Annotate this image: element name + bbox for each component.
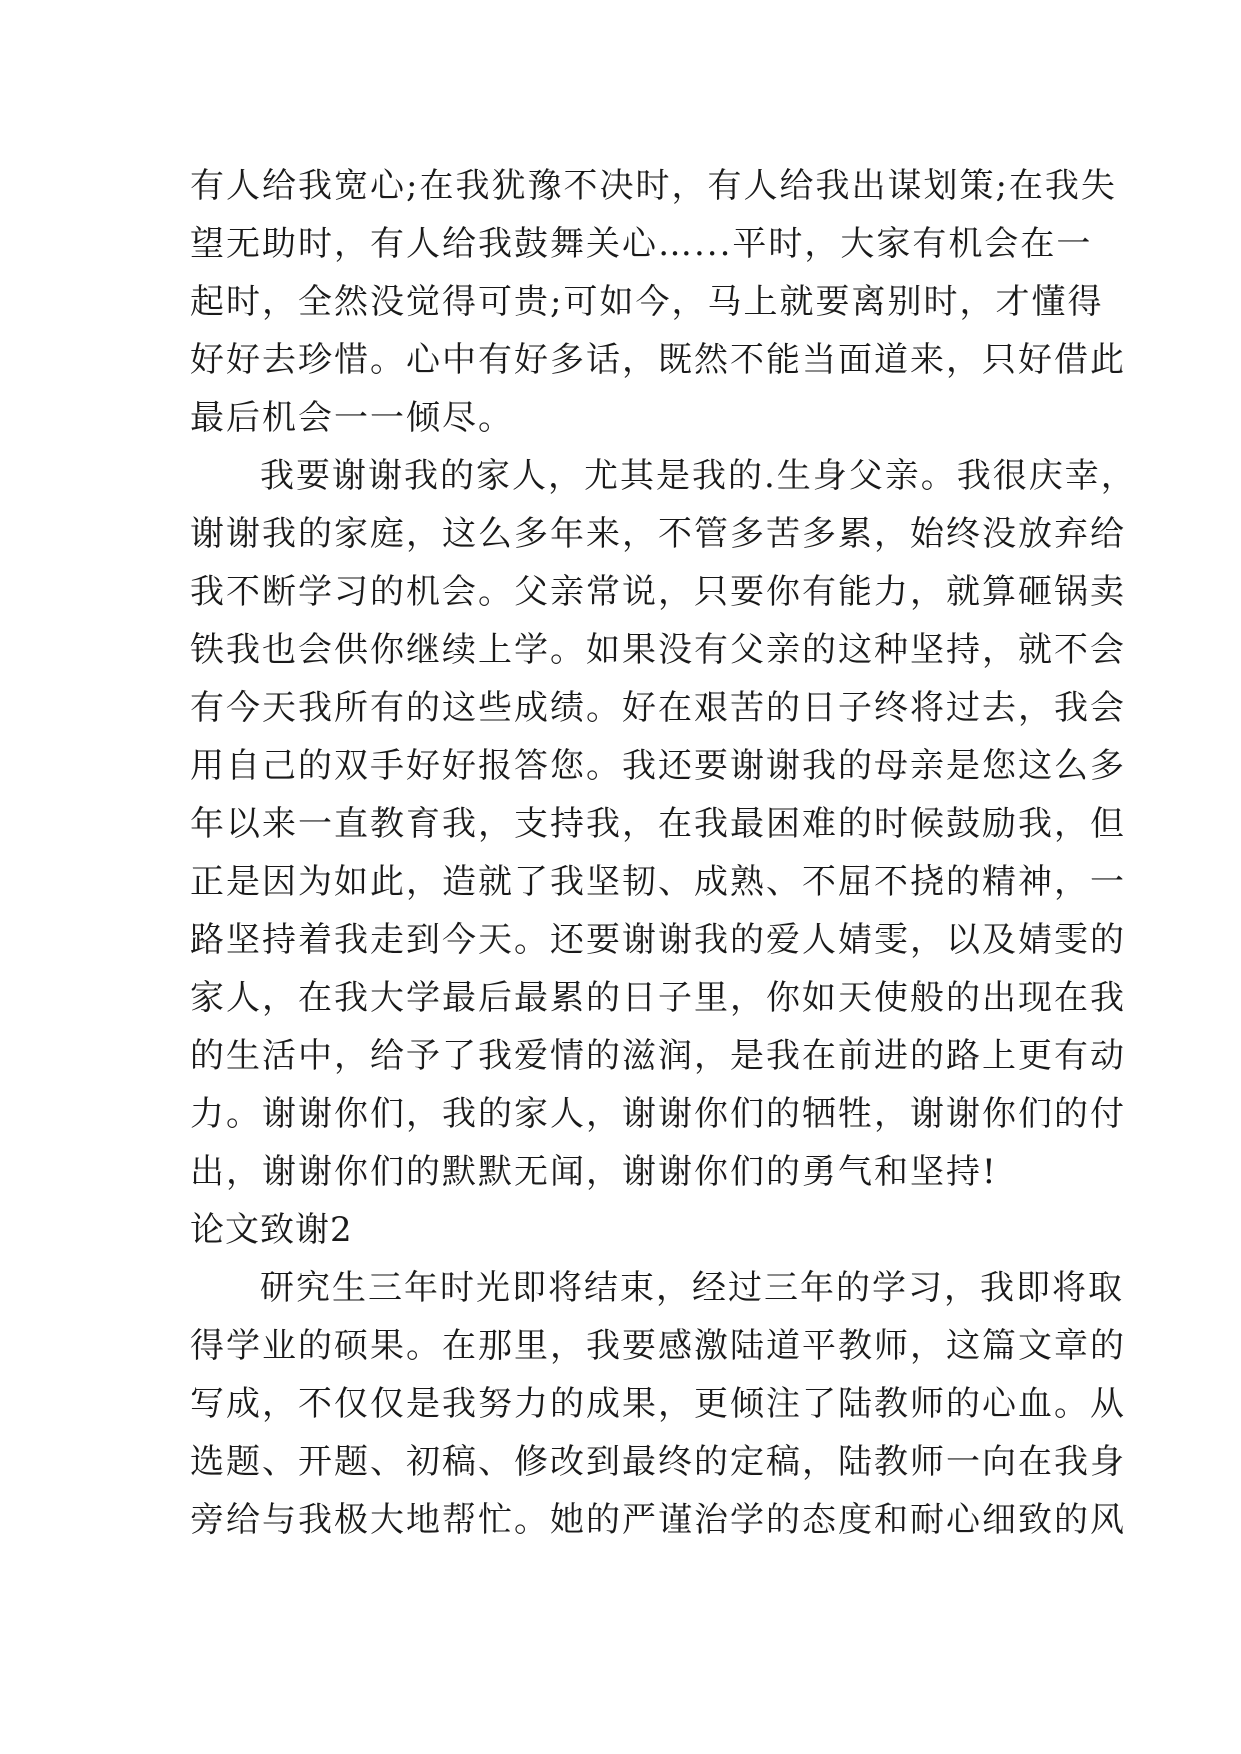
paragraph-line: 研究生三年时光即将结束，经过三年的学习，我即将取 bbox=[260, 1268, 1124, 1308]
document-body bbox=[190, 157, 1137, 1549]
paragraph-line: 我不断学习的机会。父亲常说，只要你有能力，就算砸锅卖 bbox=[190, 572, 1126, 612]
paragraph-line: 最后机会一一倾尽。 bbox=[190, 398, 514, 438]
paragraph-line: 家人，在我大学最后最累的日子里，你如天使般的出现在我 bbox=[190, 978, 1126, 1018]
paragraph-line: 年以来一直教育我，支持我，在我最困难的时候鼓励我，但 bbox=[190, 804, 1126, 844]
paragraph-line: 用自己的双手好好报答您。我还要谢谢我的母亲是您这么多 bbox=[190, 746, 1126, 786]
paragraph-line: 起时，全然没觉得可贵;可如今，马上就要离别时，才懂得 bbox=[190, 282, 1104, 322]
paragraph-3 bbox=[190, 1259, 1126, 1549]
paragraph-line: 得学业的硕果。在那里，我要感激陆道平教师，这篇文章的 bbox=[190, 1326, 1126, 1366]
paragraph-line: 选题、开题、初稿、修改到最终的定稿，陆教师一向在我身 bbox=[190, 1442, 1126, 1482]
paragraph-line: 望无助时，有人给我鼓舞关心…...平时，大家有机会在一 bbox=[190, 224, 1093, 264]
paragraph-line: 旁给与我极大地帮忙。她的严谨治学的态度和耐心细致的风 bbox=[190, 1500, 1126, 1540]
paragraph-2 bbox=[190, 447, 1137, 1201]
paragraph-line: 我要谢谢我的家人，尤其是我的.生身父亲。我很庆幸， bbox=[260, 456, 1137, 496]
paragraph-line: 好好去珍惜。心中有好多话，既然不能当面道来，只好借此 bbox=[190, 340, 1126, 380]
paragraph-line: 有人给我宽心;在我犹豫不决时，有人给我出谋划策;在我失 bbox=[190, 166, 1117, 206]
paragraph-line: 力。谢谢你们，我的家人，谢谢你们的牺牲，谢谢你们的付 bbox=[190, 1094, 1126, 1134]
paragraph-line: 有今天我所有的这些成绩。好在艰苦的日子终将过去，我会 bbox=[190, 688, 1126, 728]
paragraph-line: 的生活中，给予了我爱情的滋润，是我在前进的路上更有动 bbox=[190, 1036, 1126, 1076]
paragraph-line: 路坚持着我走到今天。还要谢谢我的爱人婧雯，以及婧雯的 bbox=[190, 920, 1126, 960]
section-heading: 论文致谢2 bbox=[190, 1210, 353, 1250]
paragraph-line: 出，谢谢你们的默默无闻，谢谢你们的勇气和坚持! bbox=[190, 1152, 998, 1192]
paragraph-line: 铁我也会供你继续上学。如果没有父亲的这种坚持，就不会 bbox=[190, 630, 1126, 670]
paragraph-line: 谢谢我的家庭，这么多年来，不管多苦多累，始终没放弃给 bbox=[190, 514, 1126, 554]
paragraph-line: 正是因为如此，造就了我坚韧、成熟、不屈不挠的精神，一 bbox=[190, 862, 1126, 902]
paragraph-1 bbox=[190, 157, 1126, 447]
paragraph-line: 写成，不仅仅是我努力的成果，更倾注了陆教师的心血。从 bbox=[190, 1384, 1126, 1424]
